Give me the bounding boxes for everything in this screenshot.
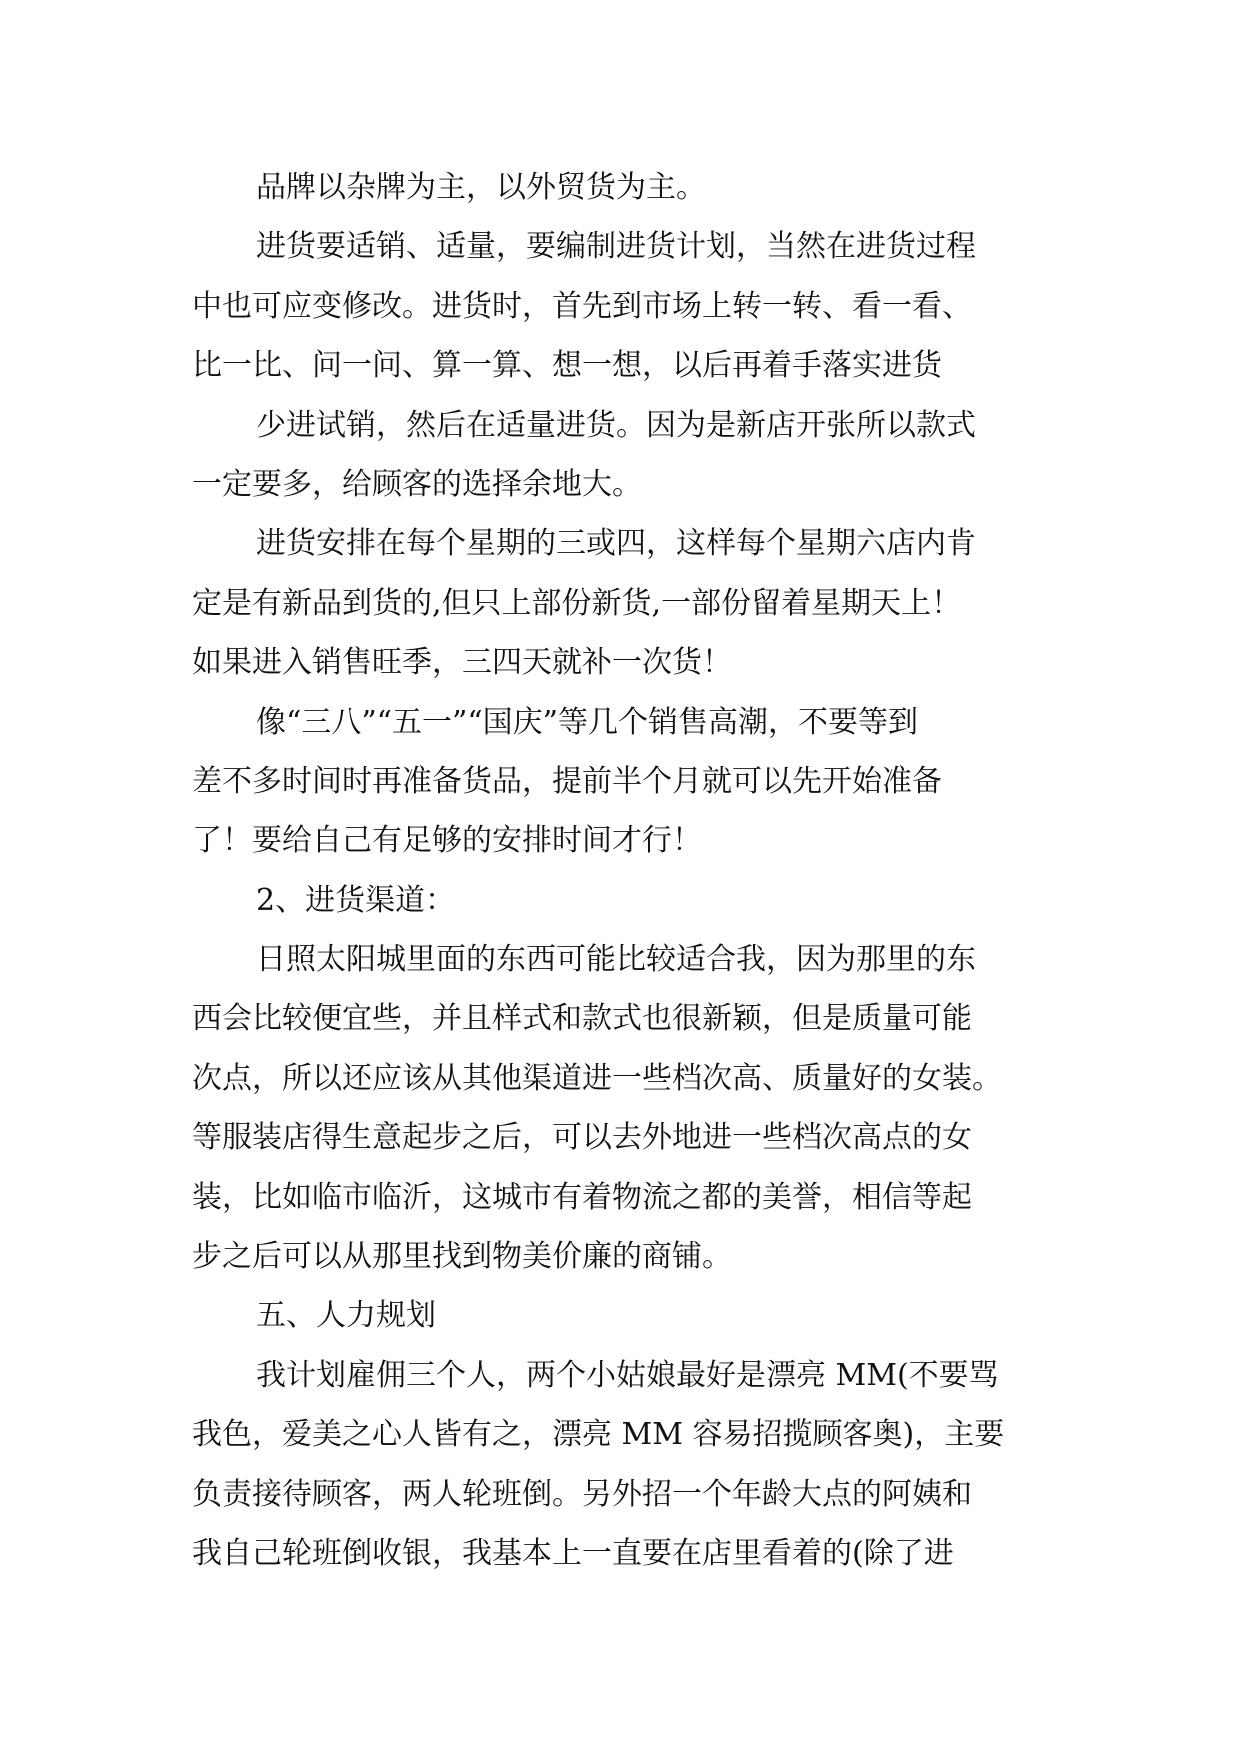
paragraph-line: 比一比、问一问、算一算、想一想，以后再着手落实进货 [192, 348, 942, 384]
paragraph-line: 中也可应变修改。进货时，首先到市场上转一转、看一看、 [192, 288, 972, 324]
paragraph-line: 我自己轮班倒收银，我基本上一直要在店里看着的(除了进 [192, 1535, 954, 1571]
paragraph-line: 日照太阳城里面的东西可能比较适合我，因为那里的东 [256, 942, 976, 978]
paragraph-line: 少进试销，然后在适量进货。因为是新店开张所以款式 [256, 407, 976, 443]
paragraph-line: 西会比较便宜些，并且样式和款式也很新颖，但是质量可能 [192, 1001, 972, 1037]
section-heading: 五、人力规划 [256, 1298, 436, 1334]
paragraph-line: 负责接待顾客，两人轮班倒。另外招一个年龄大点的阿姨和 [192, 1476, 972, 1512]
paragraph-line: 进货安排在每个星期的三或四，这样每个星期六店内肯 [256, 526, 976, 562]
paragraph-line: 如果进入销售旺季，三四天就补一次货！ [192, 645, 732, 681]
paragraph-line: 品牌以杂牌为主，以外贸货为主。 [256, 170, 706, 205]
paragraph-line: 定是有新品到货的,但只上部份新货,一部份留着星期天上！ [192, 585, 962, 621]
paragraph-line: 步之后可以从那里找到物美价廉的商铺。 [192, 1239, 732, 1275]
paragraph-line: 我计划雇佣三个人，两个小姑娘最好是漂亮 MM(不要骂 [256, 1357, 999, 1393]
section-heading: 2、进货渠道： [256, 882, 456, 918]
paragraph-line: 像“三八”“五一”“国庆”等几个销售高潮，不要等到 [256, 704, 919, 740]
paragraph-line: 进货要适销、适量，要编制进货计划，当然在进货过程 [256, 229, 976, 265]
paragraph-line: 装，比如临市临沂，这城市有着物流之都的美誉，相信等起 [192, 1179, 972, 1215]
paragraph-line: 差不多时间时再准备货品，提前半个月就可以先开始准备 [192, 763, 942, 799]
paragraph-line: 一定要多，给顾客的选择余地大。 [192, 466, 642, 502]
paragraph-line: 了！要给自己有足够的安排时间才行！ [192, 823, 702, 859]
paragraph-line: 我色，爱美之心人皆有之，漂亮 MM 容易招揽顾客奥)，主要 [192, 1417, 1005, 1453]
document-body [192, 158, 1052, 1583]
paragraph-line: 次点，所以还应该从其他渠道进一些档次高、质量好的女装。 [192, 1060, 1002, 1096]
paragraph-line: 等服装店得生意起步之后，可以去外地进一些档次高点的女 [192, 1120, 972, 1156]
